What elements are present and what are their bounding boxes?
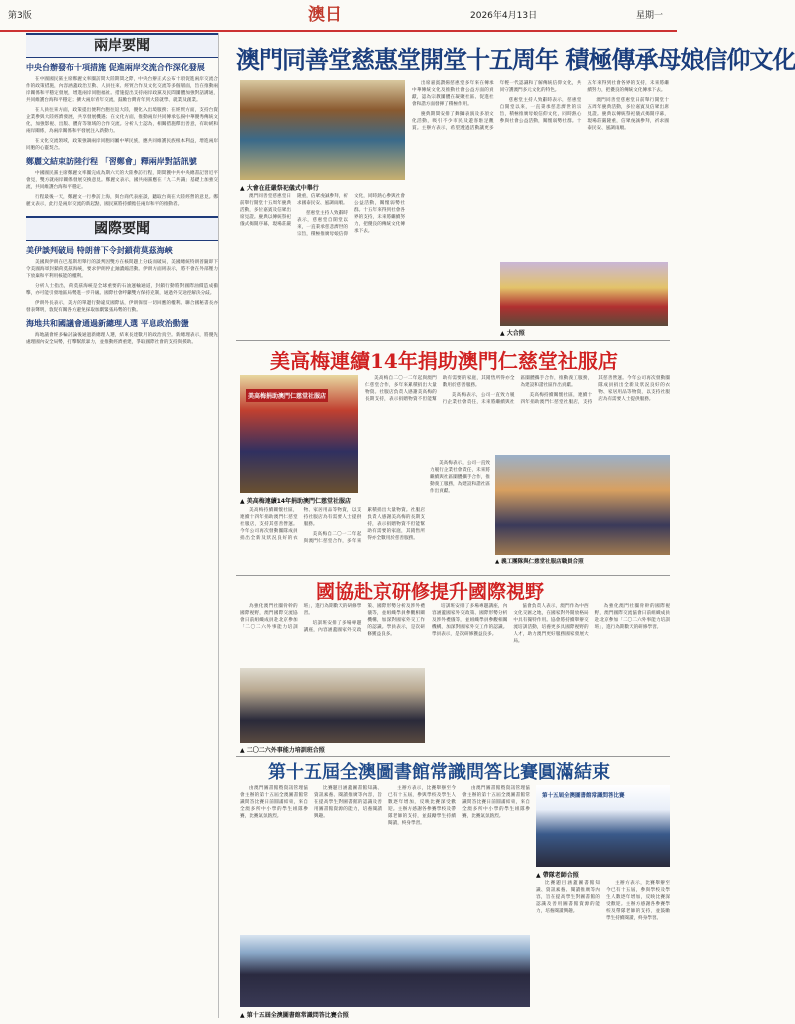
paragraph: 協會負責人表示，澳門作為中西文化交匯之地，在國家對外開放格局中具有獨特作用。協會將持續舉辦交流培訓活動，培養更多具國際視野的人才，助力澳門更好服務國家發展大局。 <box>513 604 589 644</box>
article2-body-2 <box>365 375 670 453</box>
paragraph: 出席嘉賓讚揚慈惠堂多年來在傳承中華傳統文化及推動社會公益方面的貢獻，認為宗教團體在凝聚社區、促進社會和諧方面發揮了積極作用。 <box>412 81 494 107</box>
photo-caption: ▲ 帶隊老師合照 <box>536 872 579 879</box>
article-headline: 鄭麗文結束訪陸行程 「習鄭會」釋兩岸對話訊號 <box>26 156 197 166</box>
divider <box>236 575 670 576</box>
section-title-cross-strait: 兩岸要聞 <box>26 33 218 58</box>
group-photo <box>500 262 668 326</box>
paragraph: 美國與伊朗在巴基斯坦舉行的談判因雙方在核問題上分歧而破局，美國總統特朗普隨即下令美國海軍封鎖荷莫茲海峽，要求伊朗停止鈾濃縮活動。伊朗方面則表示，將不會在外部壓力下放棄和平利用核能的權利。 <box>26 260 218 279</box>
section-title-international: 國際要聞 <box>26 216 218 241</box>
volunteer-photo <box>495 455 670 555</box>
divider <box>236 756 670 757</box>
paragraph: 伊朗外長表示，美方的單邊行動違反國際法，伊朗保留一切回應的權利。聯合國秘書長亦發表聲明，敦促有關各方避免採取加劇緊張局勢的行動。 <box>26 301 218 313</box>
paragraph: 美高梅自二〇一二年起與澳門仁慈堂合作，多年來累積捐出大量物資。社服店負責人感謝美高梅的長期支持，表示捐贈物資不但能幫助有需要的家庭，其銷售所得亦全數用於慈善服務。 <box>303 508 425 544</box>
logo-icon <box>306 3 370 25</box>
paragraph: 由澳門圖書館暨資訊管理協會主辦的第十五屆全澳圖書館常識問答比賽日前圓滿結束，來自全澳多所中小學的學生組隊參賽，比賽氣氛熱烈。 <box>240 786 308 819</box>
article2-body-3 <box>430 460 490 570</box>
paragraph: 在中國國民黨主席鄭麗文率團訪問大陸期間之際，中央台辦正式公布十項促進兩岸交流合作的政策措施，內容涵蓋政治互動、人員往來、經貿合作及文化交流等多個層面，旨在推動兩岸關係和平穩定發展，增進兩岸同胞福祉。措施提出支持兩岸政黨及民間團體加強對話溝通，共同維護台海和平穩定；擴大兩岸青年交流，鼓勵台灣青年到大陸就學、就業及創業。 <box>26 77 218 103</box>
paragraph: 澳門同善堂慈惠堂日前舉行開堂十五周年慶典活動，多位嘉賓及信眾出席見證。慶典以傳統祭祀儀式揭開序幕，現場莊嚴隆重，信眾虔誠參拜，祈求國泰民安、風調雨順。 <box>587 98 669 131</box>
paragraph: 中國國民黨主席鄭麗文率團完成為期六天的大陸參訪行程，期間獲中共中央總書記習近平會見，雙方就兩岸關係發展交換意見。鄭麗文表示，國共兩黨應在「九二共識」基礎上加強交流，共同維護台海和平穩定。 <box>26 171 218 190</box>
paragraph: 海地議會經多輪討論後通過新總理人選，結束長達數月的政治真空。新總理表示，將優先處理國內安全局勢，打擊幫派暴力，並推動經濟重建，爭取國際社會的支持與援助。 <box>26 333 218 345</box>
paragraph: 比賽題目涵蓋圖書館知識、資訊素養、閱讀推廣等內容，旨在提高學生對圖書館的認識及善用圖書館資源的能力，培養閱讀興趣。 <box>536 881 600 914</box>
divider <box>236 340 670 341</box>
photo-caption: ▲ 大合照 <box>500 330 525 337</box>
paragraph: 美高梅自二〇一二年起與澳門仁慈堂合作，多年來累積捐出大量物資。社服店負責人感謝美高梅的長期支持，表示捐贈物資不但能幫助有需要的家庭，其銷售所得亦全數用於慈善服務。 <box>365 376 515 402</box>
training-class-photo <box>240 668 425 743</box>
paragraph: 比賽題目涵蓋圖書館知識、資訊素養、閱讀推廣等內容，旨在提高學生對圖書館的認識及善用圖書館資源的能力，培養閱讀興趣。 <box>314 786 382 819</box>
paragraph: 澳門同善堂慈惠堂日前舉行開堂十五周年慶典活動，多位嘉賓及信眾出席見證。慶典以傳統祭祀儀式揭開序幕，現場莊嚴隆重，信眾虔誠參拜，祈求國泰民安、風調雨順。 <box>240 194 348 227</box>
paragraph: 主辦方表示，比賽舉辦至今已有十五屆，參與學校及學生人數逐年增加，反映比賽深受歡迎。主辦方感謝各參賽學校及帶隊老師的支持，並鼓勵學生持續閱讀，終身學習。 <box>606 881 670 921</box>
photo-caption: ▲ 二〇二六外事能力培訓班合照 <box>240 747 325 754</box>
issue-date: 2026年4月13日 <box>470 11 538 21</box>
paragraph: 美高梅表示，公司一直致力履行企業社會責任，未來將繼續與社區團體攜手合作，推動義工服務，為建設和諧社區作出貢獻。 <box>430 461 490 494</box>
top-article-body-2 <box>412 80 669 255</box>
paragraph: 在人員往來方面，政策提出便利台胞往返大陸，優化入出境服務；在經貿方面，支持台資企業參與大陸經濟發展，共享發展機遇；在文化方面，推動兩岸共同傳承弘揚中華優秀傳統文化，加強影視、出版、體育等領域的合作交流。分析人士認為，相關措施釋出善意，有助緩和兩岸關係，為兩岸關係和平發展注入新動力。 <box>26 108 218 134</box>
paragraph: 培訓班安排了多場專題講座，內容涵蓋國家外交政策、國際形勢分析及涉外禮儀等，並組織學員參觀相關機構，加深對國家外交工作的認識。學員表示，是次研修獲益良多。 <box>303 604 425 637</box>
paragraph: 培訓班安排了多場專題講座，內容涵蓋國家外交政策、國際形勢分析及涉外禮儀等，並組織學員參觀相關機構，加深對國家外交工作的認識。學員表示，是次研修獲益良多。 <box>432 604 508 637</box>
paragraph: 由澳門圖書館暨資訊管理協會主辦的第十五屆全澳圖書館常識問答比賽日前圓滿結束，來自全澳多所中小學的學生組隊參賽，比賽氣氛熱烈。 <box>462 786 530 819</box>
page-header <box>0 0 677 32</box>
article4-body-1 <box>240 785 530 930</box>
paragraph: 為強化澳門社團骨幹的國際視野，澳門國際交流協會日前組織成員赴北京參加「二〇二六外事能力培訓班」，進行為期數天的研修學習。 <box>240 604 362 630</box>
paragraph: 在文化交流領域，政策強調兩岸同胞同屬中華民族，應共同維護民族根本利益，增進兩岸同胞的心靈契合。 <box>26 139 218 151</box>
page-number: 第3版 <box>8 11 32 21</box>
paragraph: 為強化澳門社團骨幹的國際視野，澳門國際交流協會日前組織成員赴北京參加「二〇二六外事能力培訓班」，進行為期數天的研修學習。 <box>594 604 670 630</box>
top-article-headline: 澳門同善堂慈惠堂開堂十五周年 積極傳承母娘信仰文化 <box>236 45 795 74</box>
paragraph: 行程最後一天，鄭麗文一行參訪上海，與台商代表座談，聽取台商在大陸經營的意見。鄭麗文表示，此行是兩岸交流的新起點，國民黨將持續擔任兩岸和平的推動者。 <box>26 195 218 207</box>
article3-body-1 <box>240 603 425 663</box>
paragraph: 美高梅持續關懷社區，連續十四年捐助澳門仁慈堂社服店，支持其慈善營運。今年公司再次發動團隊成員捐出全新及狀況良好的衣物、家居用品等物資，以支持社服店為有需要人士提供服務。 <box>240 508 362 541</box>
photo-banner: 第十五屆全澳圖書館常識問答比賽 <box>542 793 625 799</box>
contest-group-photo <box>240 935 530 1007</box>
article-headline: 美伊談判破局 特朗普下令封鎖荷莫茲海峽 <box>26 245 173 255</box>
article2-headline: 美高梅連續14年捐助澳門仁慈堂社服店 <box>270 349 618 373</box>
article4-headline: 第十五屆全澳圖書館常識問答比賽圓滿結束 <box>268 762 610 783</box>
paragraph: 美高梅表示，公司一直致力履行企業社會責任，未來將繼續與社區團體攜手合作，推動義工服務，為建設和諧社區作出貢獻。 <box>442 376 593 405</box>
paragraph: 慶典期間安排了舞獅表演及多項文化活動，吸引不少市民及遊客駐足觀賞。主辦方表示，希望透過活動讓更多年輕一代認識和了解傳統信仰文化，共同守護澳門多元文化的特色。 <box>412 81 582 131</box>
article4-body-2 <box>536 880 670 1015</box>
paragraph: 慈惠堂主持人致辭時表示，慈惠堂自開堂以來，一直秉承慈悲濟世的宗旨，積極推廣母娘信仰文化，同時熱心參與社會公益活動，關懷弱勢社群。十五年來得到社會各界的支持，未來將繼續努力，把優良的傳統文化傳承下去。 <box>499 81 669 124</box>
article-body <box>26 170 218 208</box>
paragraph: 主辦方表示，比賽舉辦至今已有十五屆，參與學校及學生人數逐年增加，反映比賽深受歡迎。主辦方感謝各參賽學校及帶隊老師的支持，並鼓勵學生持續閱讀，終身學習。 <box>388 786 456 826</box>
photo-banner: 美高梅捐助澳門仁慈堂社服店 <box>246 389 328 402</box>
newspaper-logo <box>306 3 370 30</box>
article-body <box>26 332 218 346</box>
top-article-body-1 <box>240 193 405 335</box>
article3-headline: 國協赴京研修提升國際視野 <box>316 581 545 603</box>
teachers-photo <box>536 785 670 867</box>
article-headline: 中央台辦發布十項措施 促進兩岸交流合作深化發展 <box>26 62 205 72</box>
article3-body-2 <box>432 603 670 753</box>
svg-text:澳日: 澳日 <box>308 5 342 25</box>
article-headline: 海地共和國議會通過新總理人選 平息政治動盪 <box>26 318 189 328</box>
paragraph: 慈惠堂主持人致辭時表示，慈惠堂自開堂以來，一直秉承慈悲濟世的宗旨，積極推廣母娘信仰文化，同時熱心參與社會公益活動，關懷弱勢社群。十五年來得到社會各界的支持，未來將繼續努力，把優良的傳統文化傳承下去。 <box>297 194 405 237</box>
issue-weekday: 星期一 <box>636 11 664 21</box>
paragraph: 美高梅持續關懷社區，連續十四年捐助澳門仁慈堂社服店，支持其慈善營運。今年公司再次發動團隊成員捐出全新及狀況良好的衣物、家居用品等物資，以支持社服店為有需要人士提供服務。 <box>520 376 670 405</box>
photo-caption: ▲ 美高梅連續14年捐助澳門仁慈堂社服店 <box>240 498 352 505</box>
article-body <box>26 259 218 314</box>
paragraph: 分析人士指出，荷莫茲海峽是全球重要的石油運輸通道，封鎖行動將對國際油價造成衝擊，亦可能引發地區局勢進一步升級。國際社會呼籲雙方保持克制，通過外交途徑解決分歧。 <box>26 284 218 296</box>
ceremony-photo <box>240 80 405 180</box>
photo-caption: ▲ 大會在莊嚴祭祀儀式中舉行 <box>240 185 319 192</box>
photo-caption: ▲ 義工團隊與仁慈堂社服店職員合照 <box>495 559 584 565</box>
article2-body-1 <box>240 507 425 572</box>
article-body <box>26 76 218 152</box>
donation-photo <box>240 375 358 493</box>
left-news-column <box>26 33 219 1018</box>
photo-caption: ▲ 第十五屆全澳圖書館常識問答比賽合照 <box>240 1012 349 1019</box>
